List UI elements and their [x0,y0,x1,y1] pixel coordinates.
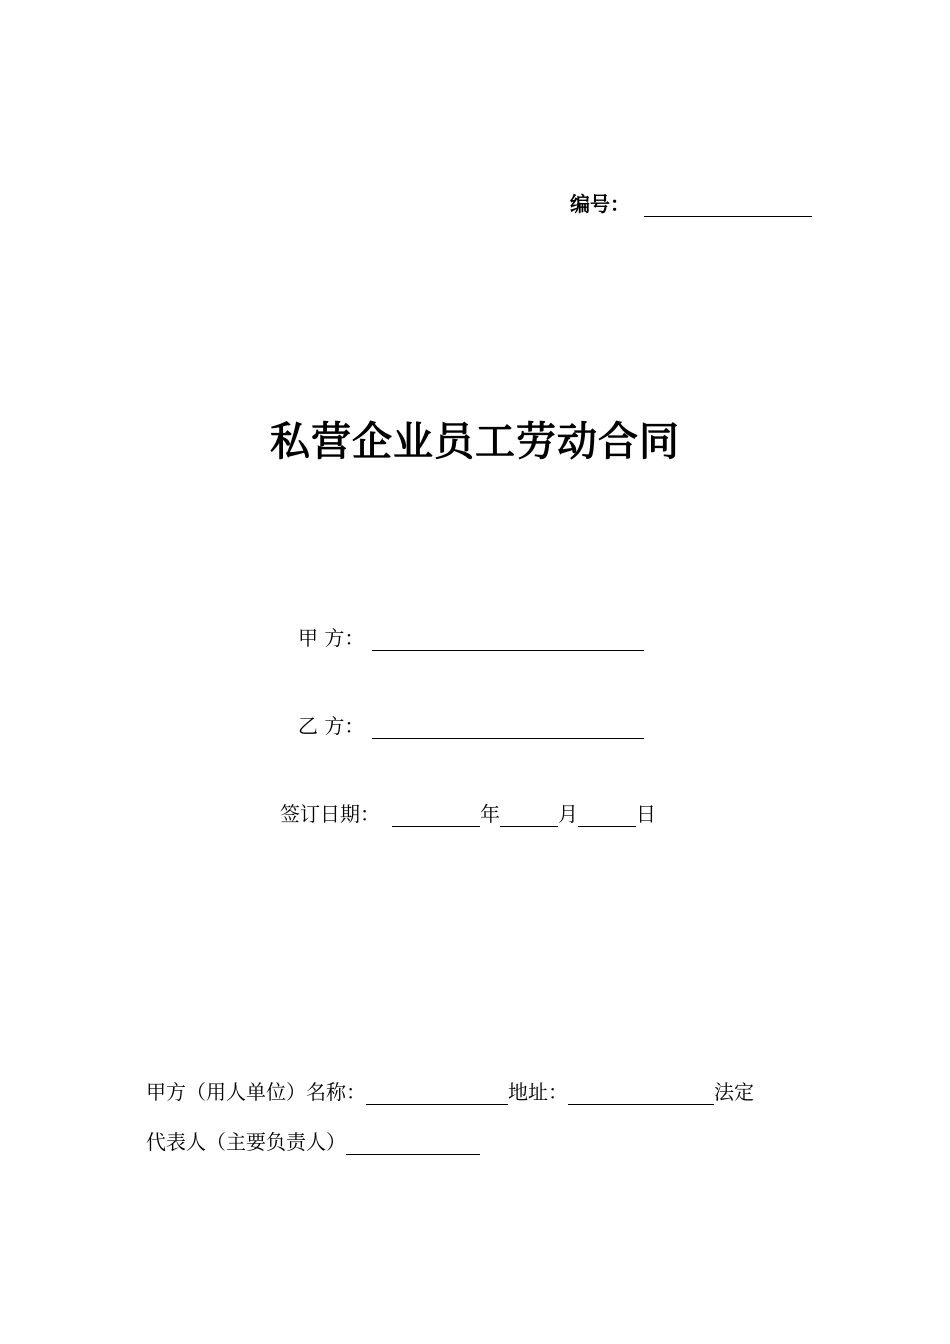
contract-number-blank [644,192,812,217]
employer-name-blank [366,1084,508,1105]
contract-number [570,188,812,217]
party-b-line [298,710,644,739]
day-label: 日 [636,802,656,826]
party-b-blank [372,716,644,739]
contract-number-label: 编号： [570,192,630,216]
year-label: 年 [480,802,500,826]
document-title: 私营企业员工劳动合同 [270,419,680,465]
legal-label: 法定 [714,1080,754,1104]
address-label: 地址： [508,1080,568,1104]
party-a-line [298,622,644,651]
signing-date-line [280,798,656,827]
representative-label: 代表人（主要负责人） [146,1130,346,1154]
party-a-blank [372,628,644,651]
party-a-label: 甲 方： [298,626,365,650]
year-blank [392,804,480,827]
party-b-label: 乙 方： [298,714,365,738]
body-line-2 [146,1126,480,1155]
month-label: 月 [558,802,578,826]
representative-blank [346,1134,480,1155]
employer-name-label: 甲方（用人单位）名称： [146,1080,366,1104]
signing-date-label: 签订日期： [280,802,380,826]
body-line-1 [146,1076,754,1105]
month-blank [500,804,558,827]
address-blank [568,1084,714,1105]
day-blank [578,804,636,827]
